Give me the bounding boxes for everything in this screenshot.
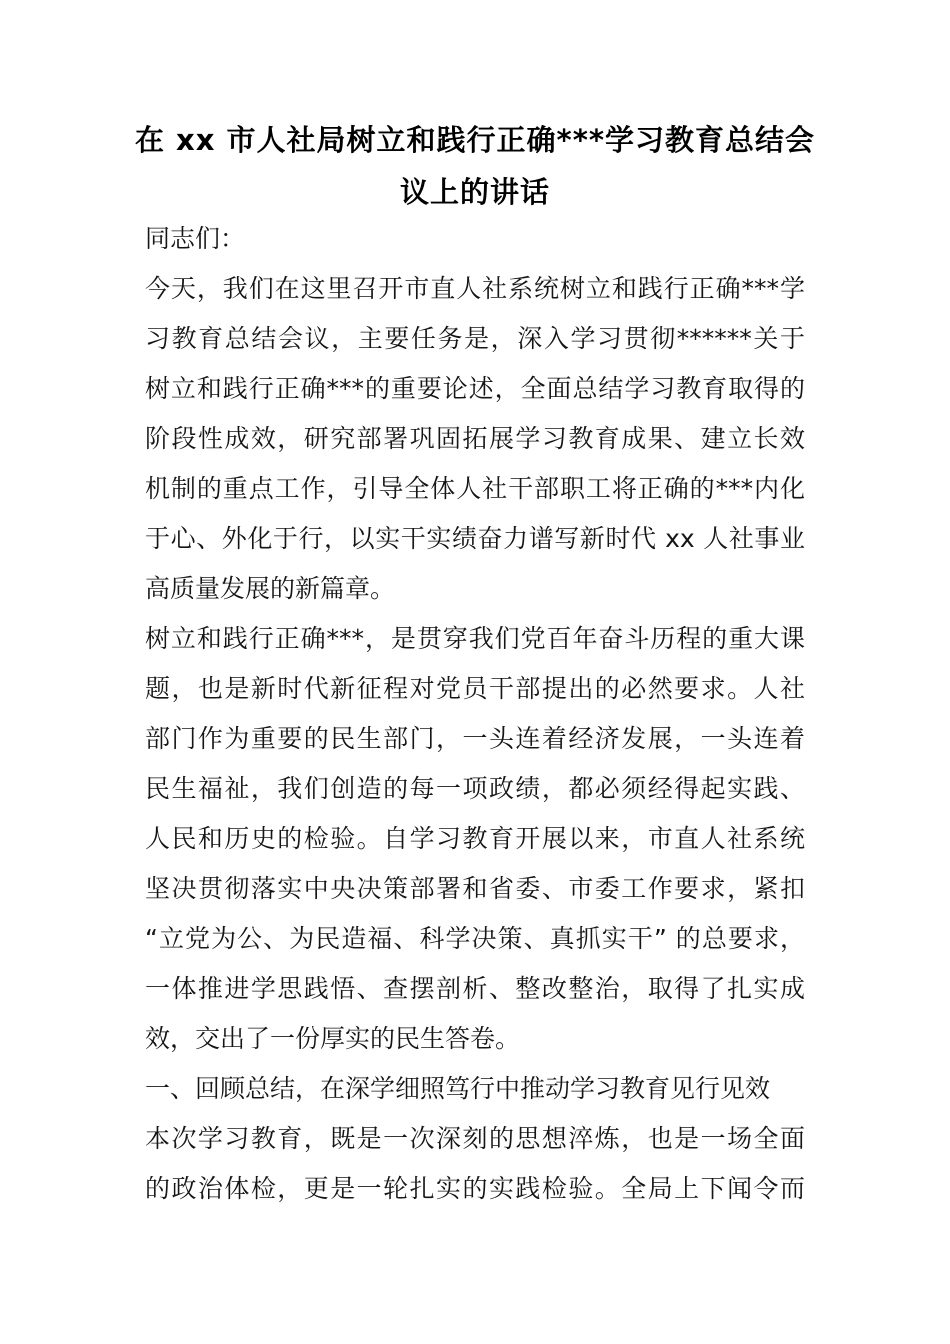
body-line: “立党为公、为民造福、科学决策、真抓实干” 的总要求，	[145, 924, 805, 953]
salutation: 同志们：	[145, 224, 246, 253]
body-line: 题，也是新时代新征程对党员干部提出的必然要求。人社	[145, 674, 805, 703]
body-line: 坚决贯彻落实中央决策部署和省委、市委工作要求，紧扣	[145, 874, 805, 903]
body-line: 效，交出了一份厚实的民生答卷。	[145, 1024, 521, 1053]
body-line: 人民和历史的检验。自学习教育开展以来，市直人社系统	[145, 824, 805, 853]
body-line: 树立和践行正确***的重要论述，全面总结学习教育取得的	[145, 374, 805, 403]
body-line: 部门作为重要的民生部门，一头连着经济发展，一头连着	[145, 724, 805, 753]
body-line: 的政治体检，更是一轮扎实的实践检验。全局上下闻令而	[145, 1174, 805, 1203]
body-line: 习教育总结会议，主要任务是，深入学习贯彻******关于	[145, 324, 805, 353]
body-line: 树立和践行正确***，是贯穿我们党百年奋斗历程的重大课	[145, 624, 805, 653]
body-line: 民生福祉，我们创造的每一项政绩，都必须经得起实践、	[145, 774, 805, 803]
body-line: 本次学习教育，既是一次深刻的思想淬炼，也是一场全面	[145, 1124, 805, 1153]
section-heading: 一、回顾总结，在深学细照笃行中推动学习教育见行见效	[145, 1074, 771, 1103]
document-title-line-1: 在 xx 市人社局树立和践行正确***学习教育总结会	[134, 123, 816, 157]
body-line: 今天，我们在这里召开市直人社系统树立和践行正确***学	[145, 274, 805, 303]
body-line: 阶段性成效，研究部署巩固拓展学习教育成果、建立长效	[145, 424, 805, 453]
document-title-line-2: 议上的讲话	[399, 175, 550, 209]
body-line: 于心、外化于行，以实干实绩奋力谱写新时代 xx 人社事业	[145, 524, 805, 553]
body-line: 一体推进学思践悟、查摆剖析、整改整治，取得了扎实成	[145, 974, 805, 1003]
body-line: 高质量发展的新篇章。	[145, 574, 396, 603]
body-line: 机制的重点工作，引导全体人社干部职工将正确的***内化	[145, 474, 805, 503]
